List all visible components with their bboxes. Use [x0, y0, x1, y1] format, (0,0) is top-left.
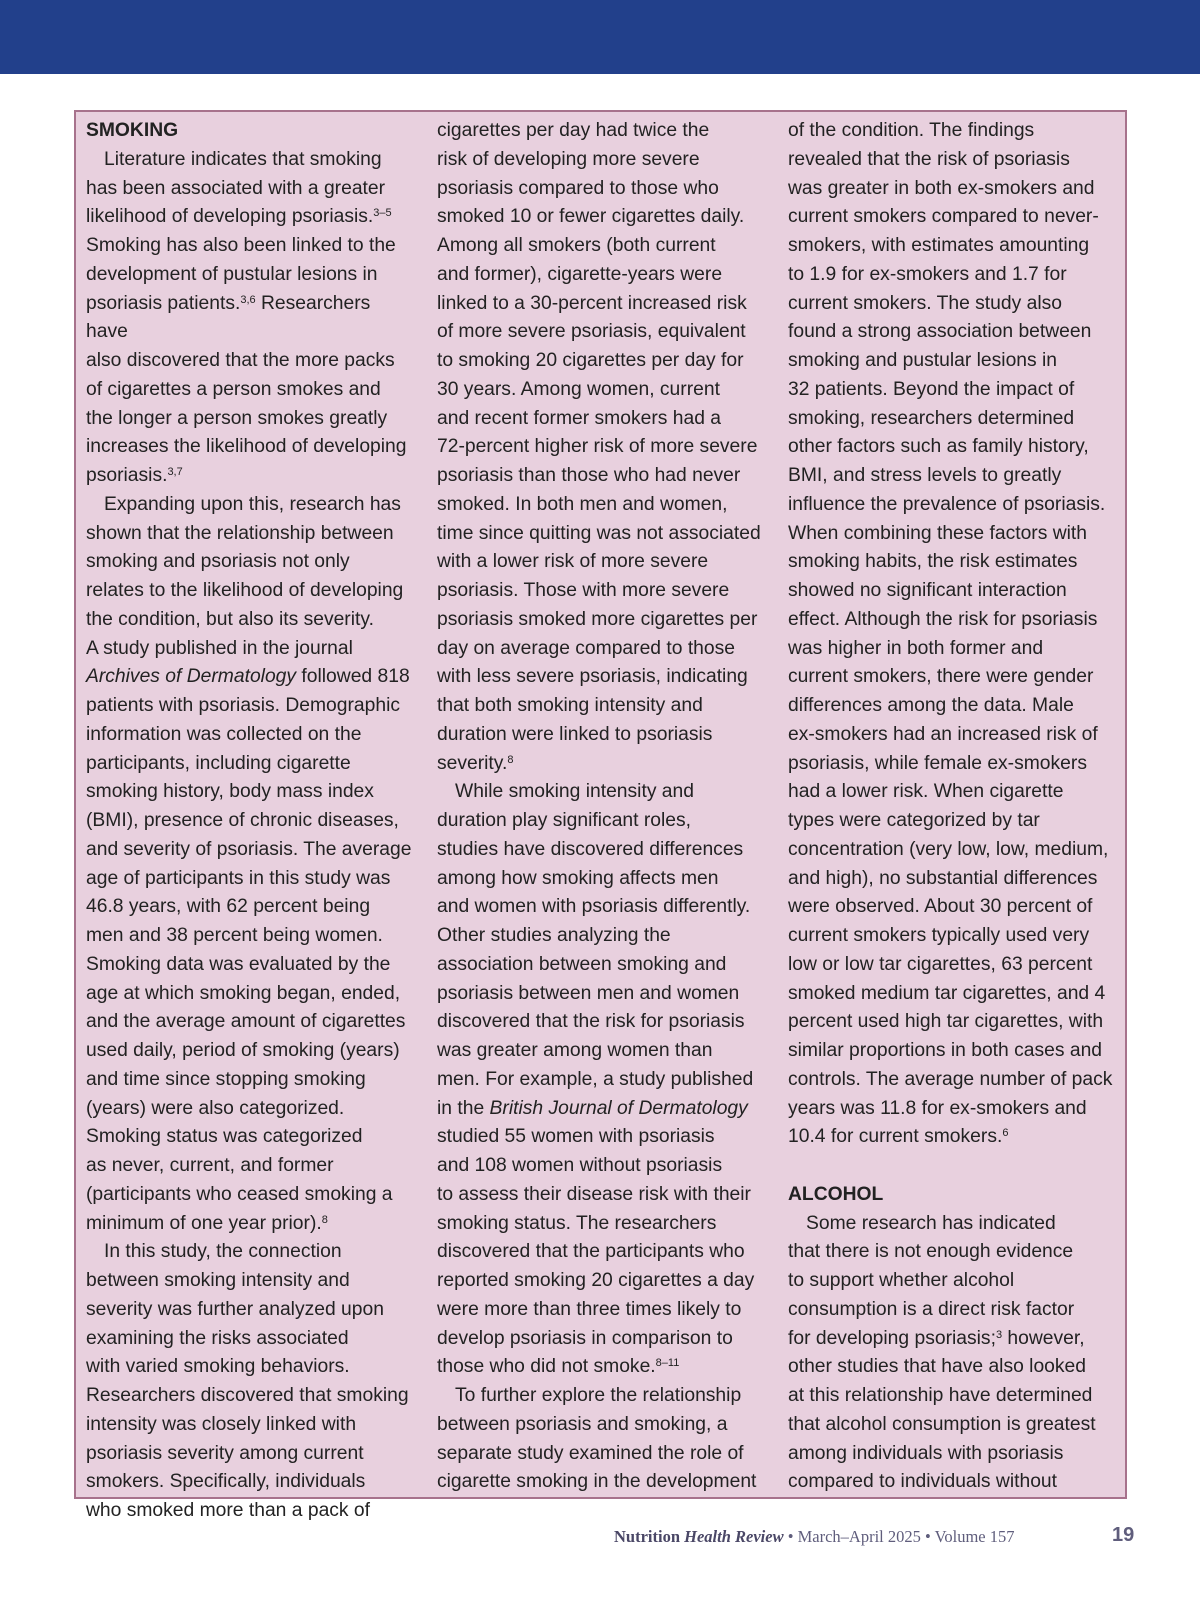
issue-info: • March–April 2025 • Volume 157	[783, 1527, 1015, 1546]
text-line: psoriasis, while female ex-smokers	[788, 752, 1087, 774]
text-line: smoked. In both men and women,	[437, 493, 728, 515]
text-line: men and 38 percent being women.	[86, 925, 383, 946]
text-line: and recent former smokers had a	[437, 407, 721, 429]
text-line: with varied smoking behaviors.	[86, 1356, 350, 1378]
journal-title: Archives of Dermatology	[86, 666, 297, 688]
text-line: who smoked more than a pack of	[86, 1500, 371, 1521]
text-line: cigarettes per day had twice the	[437, 120, 710, 141]
text-line: 46.8 years, with 62 percent being	[86, 896, 371, 918]
text-line: development of pustular lesions in	[86, 263, 378, 285]
text-line: used daily, period of smoking (years)	[86, 1040, 400, 1061]
text-line: When combining these factors with	[788, 522, 1088, 544]
text-line: Researchers discovered that smoking	[86, 1385, 409, 1406]
text-line: smoked 10 or fewer cigarettes daily.	[437, 206, 745, 228]
text-line: While smoking intensity and	[455, 781, 694, 803]
page-number: 19	[1112, 1524, 1135, 1546]
text-line: participants, including cigarette	[86, 752, 351, 774]
text-line: to smoking 20 cigarettes per day for	[437, 350, 744, 371]
citation: 3–5	[373, 207, 392, 220]
text-line: has been associated with a greater	[86, 177, 386, 199]
text-line: differences among the data. Male	[788, 695, 1074, 716]
running-footer	[614, 1527, 1015, 1547]
text-line: in the British Journal of Dermatology	[437, 1097, 748, 1119]
text-line: and former), cigarette-years were	[437, 263, 723, 285]
text-line: psoriasis. Those with more severe	[437, 580, 730, 601]
text-line: of more severe psoriasis, equivalent	[437, 321, 746, 343]
text-line: smoking history, body mass index	[86, 781, 374, 803]
text-line: smokers. Specifically, individuals	[86, 1471, 366, 1493]
text-line: (years) were also categorized.	[86, 1097, 345, 1119]
text-line: reported smoking 20 cigarettes a day	[437, 1270, 755, 1291]
text-line: to support whether alcohol	[788, 1270, 1015, 1291]
journal-title: British Journal of Dermatology	[489, 1097, 748, 1119]
text-line: psoriasis.$^{3,7}$	[86, 465, 183, 486]
citation: 3,6	[240, 293, 256, 306]
text-line: and severity of psoriasis. The average	[86, 838, 412, 860]
text-line: 10.4 for current smokers.$^6$	[788, 1126, 1009, 1148]
text-line: Smoking data was evaluated by the	[86, 953, 391, 975]
article-column-3	[788, 117, 1118, 1497]
text-line: 72-percent higher risk of more severe	[437, 436, 758, 458]
text-line: patients with psoriasis. Demographic	[86, 695, 400, 716]
text-line: smoking, researchers determined	[788, 407, 1075, 429]
text-line: smoking and pustular lesions in	[788, 350, 1058, 371]
text-line: controls. The average number of pack	[788, 1068, 1113, 1090]
text-line: Archives of Dermatology followed 818	[86, 666, 410, 688]
text-line: 32 patients. Beyond the impact of	[788, 378, 1075, 400]
text-line: Smoking status was categorized	[86, 1126, 363, 1148]
citation: 8	[321, 1213, 328, 1226]
text-line: of cigarettes a person smokes and	[86, 378, 381, 400]
text-line: men. For example, a study published	[437, 1068, 754, 1090]
citation: 8–11	[655, 1357, 680, 1370]
section-spacer	[788, 1152, 1118, 1181]
text-line: studies have discovered differences	[437, 838, 744, 860]
text-line: to 1.9 for ex-smokers and 1.7 for	[788, 263, 1067, 285]
text-line: To further explore the relationship	[455, 1385, 742, 1406]
text-line: psoriasis patients.$^{3,6}$ Researchers have	[86, 292, 371, 343]
text-line: duration play significant roles,	[437, 810, 692, 831]
text-line: the condition, but also its severity.	[86, 608, 374, 630]
text-line: duration were linked to psoriasis	[437, 723, 713, 745]
text-line: smoking status. The researchers	[437, 1212, 717, 1234]
text-line: discovered that the participants who	[437, 1241, 745, 1263]
text-line: separate study examined the role of	[437, 1442, 744, 1464]
text-line: Other studies analyzing the	[437, 925, 671, 946]
citation: 6	[1002, 1127, 1009, 1140]
text-line: association between smoking and	[437, 953, 727, 975]
text-line: age at which smoking began, ended,	[86, 982, 401, 1004]
text-line: Expanding upon this, research has	[104, 493, 401, 515]
text-line: current smokers compared to never-	[788, 206, 1099, 228]
text-line: In this study, the connection	[104, 1241, 342, 1263]
text-line: other studies that have also looked	[788, 1356, 1086, 1378]
text-line: found a strong association between	[788, 321, 1092, 343]
text-line: was greater among women than	[437, 1040, 713, 1061]
text-line: time since quitting was not associated	[437, 522, 761, 544]
text-line: day on average compared to those	[437, 637, 735, 659]
text-line: also discovered that the more packs	[86, 350, 395, 371]
text-line: that both smoking intensity and	[437, 695, 703, 716]
text-line: among how smoking affects men	[437, 867, 719, 889]
text-line: smoking and psoriasis not only	[86, 551, 350, 573]
text-line: the longer a person smokes greatly	[86, 407, 388, 429]
text-line: low or low tar cigarettes, 63 percent	[788, 953, 1093, 975]
text-line: age of participants in this study was	[86, 867, 391, 889]
text-line: information was collected on the	[86, 723, 362, 745]
text-line: examining the risks associated	[86, 1327, 349, 1349]
text-line: severity.$^8$	[437, 752, 514, 774]
text-line: minimum of one year prior).$^8$	[86, 1212, 328, 1234]
text-line: other factors such as family history,	[788, 436, 1089, 458]
text-line: to assess their disease risk with their	[437, 1183, 751, 1205]
text-line: Smoking has also been linked to the	[86, 235, 396, 256]
text-line: current smokers, there were gender	[788, 666, 1094, 688]
text-line: severity was further analyzed upon	[86, 1298, 384, 1320]
text-line: and 108 women without psoriasis	[437, 1155, 723, 1176]
journal-name: Nutrition Health Review	[614, 1527, 784, 1546]
text-line: was higher in both former and	[788, 637, 1044, 659]
text-line: among individuals with psoriasis	[788, 1442, 1064, 1464]
text-line: Literature indicates that smoking	[104, 148, 382, 170]
text-line: revealed that the risk of psoriasis	[788, 148, 1070, 170]
text-line: studied 55 women with psoriasis	[437, 1126, 715, 1148]
text-line: shown that the relationship between	[86, 522, 394, 544]
text-line: of the condition. The findings	[788, 120, 1035, 141]
text-line: psoriasis than those who had never	[437, 465, 741, 486]
text-line: ex-smokers had an increased risk of	[788, 723, 1098, 745]
text-line: psoriasis compared to those who	[437, 177, 719, 199]
text-line: with less severe psoriasis, indicating	[437, 666, 748, 688]
text-line: and high), no substantial differences	[788, 867, 1098, 889]
text-line: current smokers typically used very	[788, 925, 1090, 946]
text-line: showed no significant interaction	[788, 580, 1067, 601]
text-line: was greater in both ex-smokers and	[788, 177, 1095, 199]
text-line: Some research has indicated	[806, 1212, 1056, 1234]
text-line: concentration (very low, low, medium,	[788, 838, 1109, 860]
text-line: those who did not smoke.$^{8-11}$	[437, 1356, 680, 1378]
text-line: intensity was closely linked with	[86, 1413, 357, 1435]
text-line: 30 years. Among women, current	[437, 378, 720, 400]
text-line: had a lower risk. When cigarette	[788, 781, 1064, 803]
text-line: years was 11.8 for ex-smokers and	[788, 1097, 1087, 1119]
text-line: risk of developing more severe	[437, 148, 700, 170]
text-line: that alcohol consumption is greatest	[788, 1413, 1096, 1435]
text-line: and women with psoriasis differently.	[437, 896, 751, 918]
text-line: and time since stopping smoking	[86, 1068, 366, 1090]
text-line: smoked medium tar cigarettes, and 4	[788, 982, 1106, 1004]
text-line: cigarette smoking in the development	[437, 1471, 757, 1493]
text-line: smoking habits, the risk estimates	[788, 551, 1078, 573]
text-line: relates to the likelihood of developing	[86, 580, 404, 601]
citation: 3	[995, 1328, 1003, 1341]
text-line: develop psoriasis in comparison to	[437, 1327, 733, 1349]
text-line: current smokers. The study also	[788, 292, 1062, 314]
text-line: types were categorized by tar	[788, 810, 1040, 831]
text-line: and the average amount of cigarettes	[86, 1011, 406, 1033]
text-line: likelihood of developing psoriasis.$^{3-5}$	[86, 206, 392, 228]
text-line: (participants who ceased smoking a	[86, 1183, 393, 1205]
citation: 3,7	[167, 466, 183, 478]
text-line: with a lower risk of more severe	[437, 551, 709, 573]
section-heading-alcohol: ALCOHOL	[788, 1183, 884, 1205]
header-bar	[0, 0, 1200, 74]
text-line: between smoking intensity and	[86, 1270, 350, 1291]
text-line: linked to a 30-percent increased risk	[437, 292, 747, 314]
text-line: A study published in the journal	[86, 637, 353, 659]
text-line: psoriasis severity among current	[86, 1442, 364, 1464]
text-line: (BMI), presence of chronic diseases,	[86, 810, 399, 831]
article-column-2	[437, 117, 767, 1497]
text-line: influence the prevalence of psoriasis.	[788, 493, 1106, 515]
text-line: Among all smokers (both current	[437, 235, 716, 256]
text-line: that there is not enough evidence	[788, 1241, 1074, 1263]
text-line: were more than three times likely to	[437, 1298, 742, 1320]
citation: 8	[507, 753, 514, 766]
text-line: were observed. About 30 percent of	[788, 896, 1093, 918]
text-line: smokers, with estimates amounting	[788, 235, 1090, 256]
text-line: similar proportions in both cases and	[788, 1040, 1103, 1061]
text-line: psoriasis smoked more cigarettes per	[437, 608, 758, 630]
text-line: for developing psoriasis;$^3$ however,	[788, 1327, 1085, 1349]
section-heading-smoking: SMOKING	[86, 120, 179, 141]
text-line: percent used high tar cigarettes, with	[788, 1011, 1104, 1033]
text-line: consumption is a direct risk factor	[788, 1298, 1075, 1320]
text-line: between psoriasis and smoking, a	[437, 1413, 728, 1435]
text-line: as never, current, and former	[86, 1155, 334, 1176]
text-line: at this relationship have determined	[788, 1385, 1093, 1406]
text-line: compared to individuals without	[788, 1471, 1058, 1493]
article-column-1	[86, 117, 416, 1526]
text-line: psoriasis between men and women	[437, 982, 740, 1004]
text-line: increases the likelihood of developing	[86, 436, 407, 458]
text-line: effect. Although the risk for psoriasis	[788, 608, 1098, 630]
text-line: discovered that the risk for psoriasis	[437, 1011, 745, 1033]
text-line: BMI, and stress levels to greatly	[788, 465, 1062, 486]
